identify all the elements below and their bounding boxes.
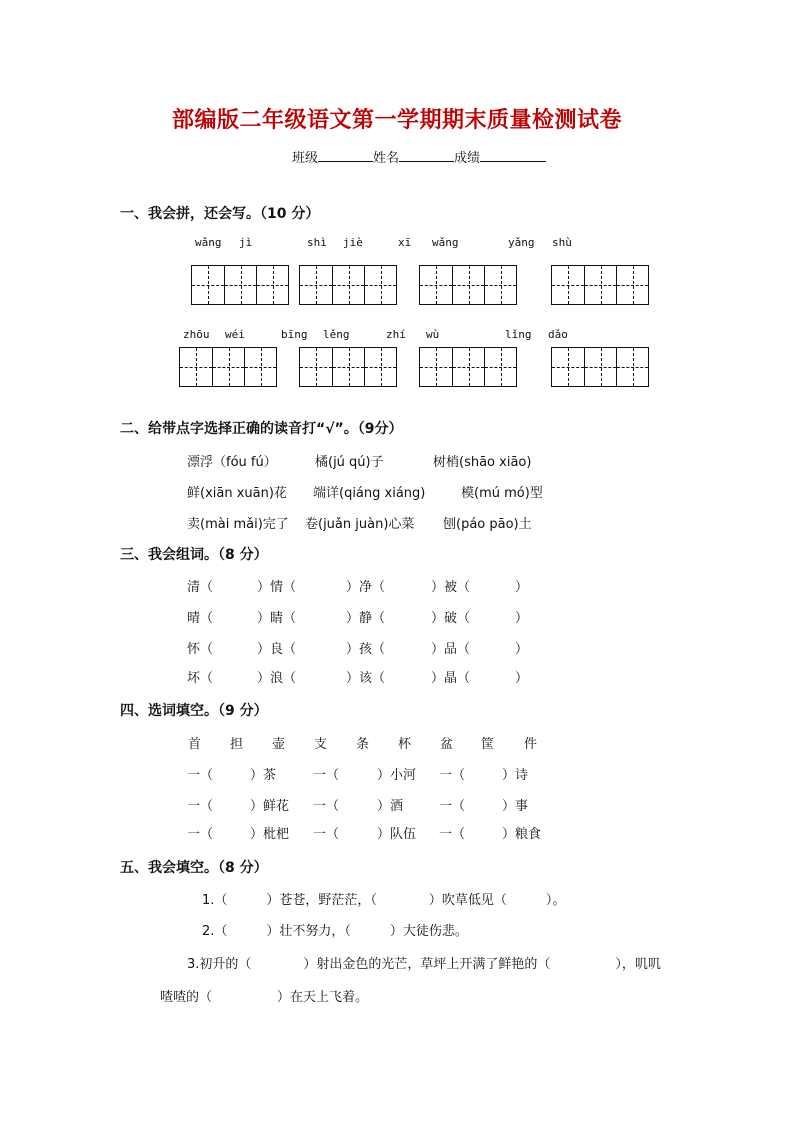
pinyin: dǎo xyxy=(548,328,568,341)
writing-grid[interactable] xyxy=(419,265,517,305)
pinyin: wù xyxy=(426,328,440,341)
pronunciation-item[interactable]: 橘(jú qú)子 xyxy=(315,455,384,470)
word-choice: 条 xyxy=(356,737,370,752)
word-blank[interactable]: ）破（ xyxy=(431,611,471,626)
word-blank[interactable]: ）该（ xyxy=(346,671,386,686)
fill-label: ）小河 xyxy=(377,768,417,783)
writing-grid[interactable] xyxy=(419,347,517,387)
pronunciation-item[interactable]: 漂浮（fóu fú） xyxy=(187,455,277,470)
writing-grid[interactable] xyxy=(299,265,397,305)
word-blank: ） xyxy=(515,671,529,686)
fill-label: ）队伍 xyxy=(377,827,417,842)
fill-label: ）酒 xyxy=(377,799,404,814)
writing-grid[interactable] xyxy=(551,265,649,305)
pinyin: wǎng xyxy=(195,236,222,249)
section-4-heading: 四、选词填空。（9 分） xyxy=(120,703,268,719)
fill-blank[interactable]: 一（ xyxy=(187,827,214,842)
name-label: 姓名 xyxy=(373,151,400,166)
pinyin: wǎng xyxy=(432,236,459,249)
name-blank[interactable] xyxy=(399,149,454,162)
pinyin: shì xyxy=(307,236,327,249)
pinyin: jiè xyxy=(343,236,363,249)
word-choice: 杯 xyxy=(398,737,412,752)
fill-blank[interactable]: 一（ xyxy=(187,799,214,814)
fill-blank[interactable]: 一（ xyxy=(187,768,214,783)
writing-grid[interactable] xyxy=(551,347,649,387)
pronunciation-item[interactable]: 卷(juǎn juàn)心菜 xyxy=(305,517,415,532)
writing-grid[interactable] xyxy=(191,265,289,305)
word-choice: 支 xyxy=(314,737,328,752)
pinyin: bīng xyxy=(281,328,308,341)
section-3-heading: 三、我会组词。（8 分） xyxy=(120,547,268,563)
fill-label: ）枇杷 xyxy=(250,827,290,842)
score-label: 成绩 xyxy=(454,151,481,166)
pinyin: jì xyxy=(239,236,253,249)
word-blank[interactable]: ）静（ xyxy=(346,611,386,626)
section-2-heading: 二、给带点字选择正确的读音打“√”。（9分） xyxy=(120,421,403,437)
word-choice: 首 xyxy=(188,737,202,752)
pinyin: lǐng xyxy=(505,328,532,341)
page-title: 部编版二年级语文第一学期期末质量检测试卷 xyxy=(171,107,622,133)
pinyin: wéi xyxy=(225,328,245,341)
word-blank[interactable]: 怀（ xyxy=(187,642,214,657)
word-blank[interactable]: ）浪（ xyxy=(257,671,297,686)
student-info-line xyxy=(292,147,546,166)
class-blank[interactable] xyxy=(318,149,373,162)
word-choice: 筐 xyxy=(481,737,495,752)
word-choice: 壶 xyxy=(272,737,286,752)
question-2[interactable]: 2.（ ）壮不努力，（ ）大徒伤悲。 xyxy=(202,924,468,939)
word-blank: ） xyxy=(515,580,529,595)
fill-label: ）诗 xyxy=(502,768,529,783)
writing-grid[interactable] xyxy=(179,347,277,387)
word-blank[interactable]: ）情（ xyxy=(257,580,297,595)
word-blank[interactable]: ）净（ xyxy=(346,580,386,595)
question-3-continued[interactable]: 喳喳的（ ）在天上飞着。 xyxy=(160,990,369,1005)
fill-label: ）事 xyxy=(502,799,529,814)
word-blank[interactable]: ）良（ xyxy=(257,642,297,657)
pinyin: shù xyxy=(552,236,572,249)
word-blank[interactable]: ）被（ xyxy=(431,580,471,595)
pronunciation-item[interactable]: 鲜(xiān xuān)花 xyxy=(187,486,287,501)
word-choice: 担 xyxy=(230,737,244,752)
writing-grid[interactable] xyxy=(299,347,397,387)
question-1[interactable]: 1.（ ）苍苍，野茫茫，（ ）吹草低见（ ）。 xyxy=(202,893,566,908)
fill-blank[interactable]: 一（ xyxy=(313,768,340,783)
section-5-heading: 五、我会填空。（8 分） xyxy=(120,860,268,876)
word-choice: 盆 xyxy=(440,737,454,752)
pinyin: zhí xyxy=(386,328,406,341)
pinyin: yǎng xyxy=(508,236,535,249)
fill-blank[interactable]: 一（ xyxy=(439,768,466,783)
fill-label: ）茶 xyxy=(250,768,277,783)
pronunciation-item[interactable]: 端详(qiáng xiáng) xyxy=(313,486,426,501)
word-blank[interactable]: ）品（ xyxy=(431,642,471,657)
section-1-heading: 一、我会拼，还会写。（10 分） xyxy=(120,206,320,222)
pinyin: zhōu xyxy=(183,328,210,341)
score-blank[interactable] xyxy=(480,149,546,162)
word-blank[interactable]: 晴（ xyxy=(187,611,214,626)
word-blank[interactable]: ）睛（ xyxy=(257,611,297,626)
pinyin: xī xyxy=(398,236,412,249)
word-blank[interactable]: ）孩（ xyxy=(346,642,386,657)
pronunciation-item[interactable]: 树梢(shāo xiāo) xyxy=(433,455,532,470)
question-3[interactable]: 3.初升的（ ）射出金色的光芒，草坪上开满了鲜艳的（ ），叽叽 xyxy=(187,957,661,972)
fill-label: ）鲜花 xyxy=(250,799,290,814)
fill-label: ）粮食 xyxy=(502,827,542,842)
word-blank: ） xyxy=(515,611,529,626)
word-blank[interactable]: ）晶（ xyxy=(431,671,471,686)
pronunciation-item[interactable]: 卖(mài mǎi)完了 xyxy=(187,517,289,532)
pronunciation-item[interactable]: 刨(páo pāo)土 xyxy=(443,517,532,532)
pronunciation-item[interactable]: 模(mú mó)型 xyxy=(461,486,543,501)
fill-blank[interactable]: 一（ xyxy=(313,799,340,814)
word-choice: 件 xyxy=(524,737,538,752)
fill-blank[interactable]: 一（ xyxy=(439,827,466,842)
fill-blank[interactable]: 一（ xyxy=(313,827,340,842)
pinyin: lěng xyxy=(323,328,350,341)
word-blank: ） xyxy=(515,642,529,657)
fill-blank[interactable]: 一（ xyxy=(439,799,466,814)
word-blank[interactable]: 坏（ xyxy=(187,671,214,686)
class-label: 班级 xyxy=(292,151,319,166)
word-blank[interactable]: 清（ xyxy=(187,580,214,595)
